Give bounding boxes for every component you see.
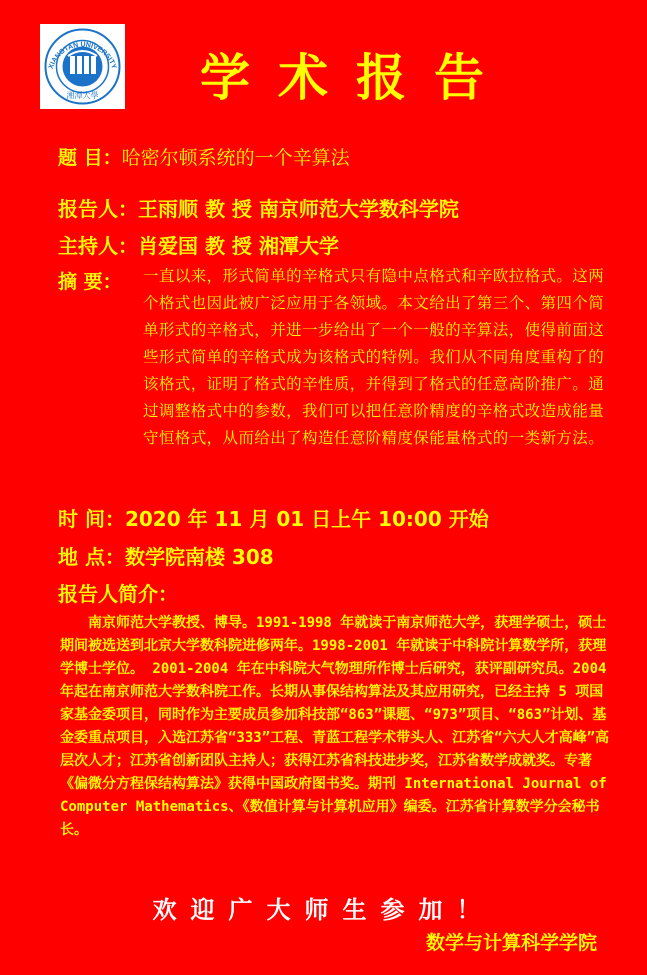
speaker-label: 报告人： (58, 197, 138, 221)
speaker-value: 王雨顺 教 授 南京师范大学数科学院 (138, 197, 459, 221)
bio-text: 南京师范大学教授、博导。1991-1998 年就读于南京师范大学，获理学硕士，硕士期间被选送到北京大学数科院进修两年。1998-2001 年就读于中科院计算数学所，获理学博士学位。 2001-2004 年在中科院大气物理所作博士后研究，获评副研究员。2004 年起在南京师范大学数科院工作。长期从事保结构算法及其应用研究，已经主持 5 项国家基金委项目，同时作为主要成员参加科技部“863”课题、“973”项目、“863”计划、基金委重点项目，入选江苏省“333”工程、青蓝工程学术带头人、江苏省“六大人才高峰”高层次人才；江苏省创新团队主持人；获得江苏省科技进步奖，江苏省数学成就奖。专著《偏微分方程保结构算法》获得中国政府图书奖。期刊 International Journal of Computer Mathematics、《数值计算与计算机应用》编委。江苏省计算数学分会秘书长。 (60, 615, 609, 838)
abstract-text: 一直以来，形式简单的辛格式只有隐中点格式和辛欧拉格式。这两个格式也因此被广泛应用于各领域。本文给出了第三个、第四个简单形式的辛格式，并进一步给出了一个一般的辛算法，使得前面这些形式简单的辛格式成为该格式的特例。我们从不同角度重构了的该格式，证明了格式的辛性质，并得到了格式的任意高阶推广。通过调整格式中的参数，我们可以把任意阶精度的辛格式改造成能量守恒格式，从而给出了构造任意阶精度保能量格式的一类新方法。 (143, 267, 605, 447)
host-row (58, 230, 339, 259)
abstract-label: 摘 要： (58, 271, 122, 293)
topic-value: 哈密尔顿系统的一个辛算法 (121, 147, 350, 169)
time-label: 时 间： (58, 507, 125, 531)
page-title: 学术报告 (200, 48, 512, 107)
place-row (58, 541, 274, 570)
svg-text:湘潭大學: 湘潭大學 (66, 91, 99, 100)
place-label: 地 点： (58, 545, 125, 569)
welcome-message: 欢迎广大师生参加！ (152, 895, 495, 924)
host-label: 主持人： (58, 234, 138, 258)
organizer-name: 数学与计算科学学院 (425, 932, 597, 954)
time-value: 2020 年 11 月 01 日上午 10:00 开始 (124, 507, 489, 531)
xiangtan-university-seal-icon (40, 24, 125, 109)
topic-label: 题 目： (58, 147, 122, 169)
time-row (58, 503, 489, 532)
topic-row (58, 143, 350, 170)
host-value: 肖爱国 教 授 湘潭大学 (138, 234, 339, 258)
place-value: 数学院南楼 308 (124, 545, 274, 569)
university-logo (40, 24, 125, 109)
bio-heading: 报告人简介： (58, 582, 178, 606)
logo-text: XIANGTAN UNIVERSITY (47, 41, 118, 70)
speaker-row (58, 193, 459, 222)
